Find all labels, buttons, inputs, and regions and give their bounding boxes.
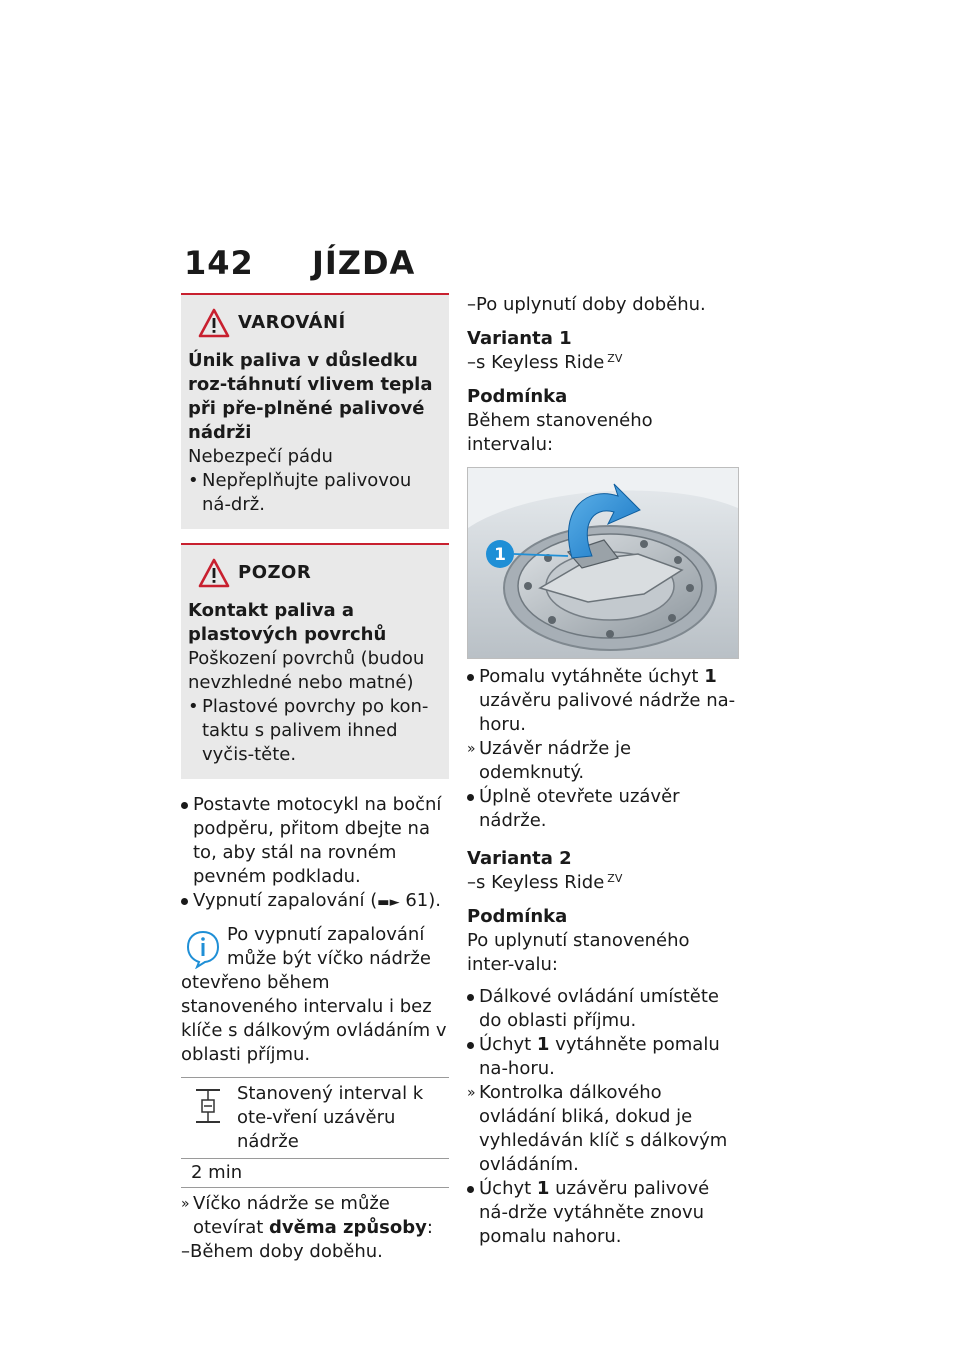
condition-title: Podmínka [467,906,568,927]
info-text-first: Po vypnutí zapalování může být víčko nádrže [227,924,431,969]
step-item: Úchyt 1 uzávěru palivové ná-drže vytáhněte znovu pomalu nahoru. [467,1177,739,1249]
step-item: Vypnutí zapalování (▬► 61). [181,889,449,915]
spec-gauge-icon [193,1086,223,1126]
caution-heading: Kontakt paliva a plastových povrchů [188,600,387,645]
spec-label: Stanovený interval k ote-vření uzávěru nádrže [237,1083,424,1152]
fuel-cap-illustration [467,467,739,659]
result-item: » Víčko nádrže se může otevírat dvěma způsoby: [181,1193,433,1238]
spec-value: 2 min [191,1162,243,1183]
result-marker-icon: » [467,741,476,757]
figure-callout-1: 1 [494,545,506,565]
warning-bullet: • Nepřeplňujte palivovou ná-drž. [188,469,441,517]
warning-triangle-icon [198,308,230,338]
warning-text: Nebezpečí pádu [188,446,333,467]
chapter-title: JÍZDA [311,244,416,282]
result-marker-icon: » [181,1196,190,1212]
condition-text: Během stanoveného intervalu: [467,410,653,455]
result-item: » Uzávěr nádrže je odemknutý. [467,738,632,783]
page-header [184,244,415,282]
condition-text: Po uplynutí stanoveného inter-valu: [467,930,690,975]
spec-table [181,1077,449,1188]
variant-title: Varianta 1 [467,328,572,349]
dash-item: –Během doby doběhu. [181,1241,383,1262]
caution-title: POZOR [238,562,312,583]
warning-heading: Únik paliva v důsledku roz-táhnutí vlivem tepla při pře-plněné palivové nádrži [188,350,433,443]
info-icon [185,929,221,969]
step-item: Úchyt 1 vytáhněte pomalu na-horu. [467,1033,739,1081]
condition-title: Podmínka [467,386,568,407]
result-marker-icon: » [467,1085,476,1101]
caution-text: Poškození povrchů (budou nevzhledné nebo matné) [188,648,425,693]
caution-triangle-icon [198,558,230,588]
info-note [181,923,449,1067]
warning-box [181,293,449,529]
step-item: Postavte motocykl na boční podpěru, přitom dbejte na to, aby stál na rovném pevném podkladu. [181,793,449,889]
info-text-rest: otevřeno během stanoveného intervalu i bez klíče s dálkovým ovládáním v oblasti příjmu. [181,972,447,1065]
result-item: » Kontrolka dálkového ovládání bliká, dokud je vyhledáván klíč s dálkovým ovládáním. [467,1082,728,1175]
variant-option: –s Keyless Ride $^{ZV}$ [467,352,623,373]
step-item: Pomalu vytáhněte úchyt 1 uzávěru palivové nádrže na-horu. [467,665,739,737]
left-column [181,293,449,1264]
page-number: 142 [184,244,254,282]
warning-title: VAROVÁNÍ [238,312,346,333]
caution-box [181,543,449,779]
caution-bullet: • Plastové povrchy po kon-taktu s palivem ihned vyčis-těte. [188,695,441,767]
dash-item: –Po uplynutí doby doběhu. [467,294,706,315]
page-reference-arrow-icon: ▬► [377,895,400,910]
step-item: Úplně otevřete uzávěr nádrže. [467,785,739,833]
step-item: Dálkové ovládání umístěte do oblasti příjmu. [467,985,739,1033]
variant-title: Varianta 2 [467,848,572,869]
variant-option: –s Keyless Ride $^{ZV}$ [467,872,623,893]
right-column [467,293,739,1249]
